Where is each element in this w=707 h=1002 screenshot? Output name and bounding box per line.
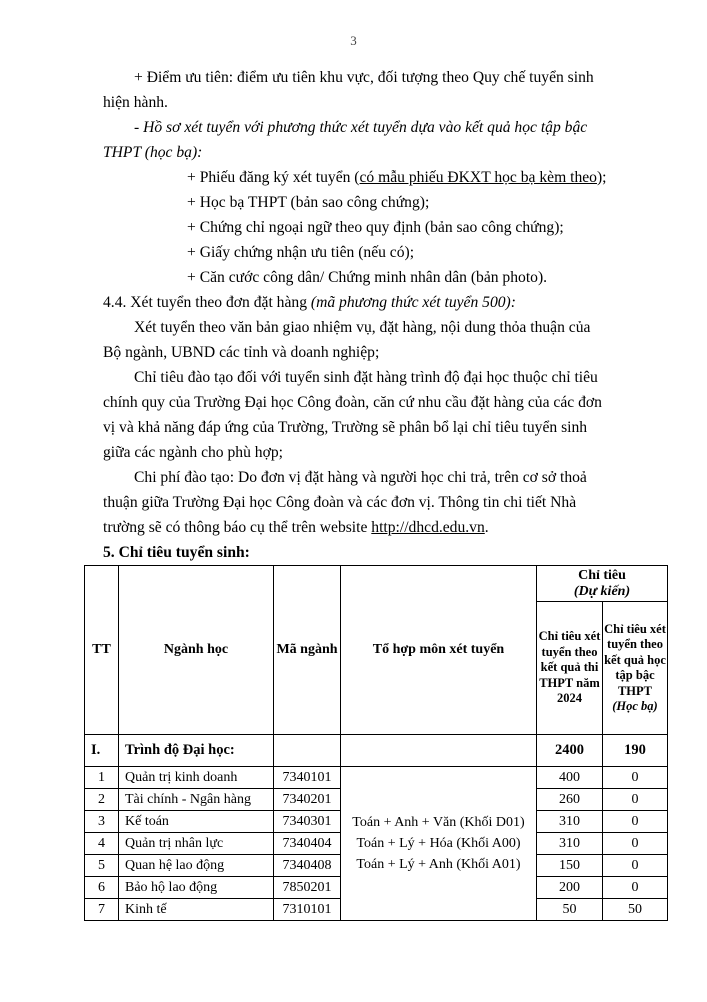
col-header-combo: Tổ hợp môn xét tuyển <box>341 566 537 735</box>
row-tt: 2 <box>85 789 119 811</box>
row-code: 7340404 <box>274 833 341 855</box>
admission-quota-table <box>84 565 668 921</box>
text-line: giữa các ngành cho phù hợp; <box>103 444 283 461</box>
row-code: 7340201 <box>274 789 341 811</box>
text-line <box>103 518 489 538</box>
text-span: + Phiếu đăng ký xét tuyển ( <box>187 169 360 186</box>
table-row <box>85 767 668 789</box>
empty-cell <box>341 735 537 767</box>
empty-cell <box>274 735 341 767</box>
col-header-quota <box>537 566 668 602</box>
level-row <box>85 735 668 767</box>
row-major: Bảo hộ lao động <box>119 877 274 899</box>
text-line: + Căn cước công dân/ Chứng minh nhân dân (bản photo). <box>187 269 548 286</box>
row-tt: 6 <box>85 877 119 899</box>
row-code: 7310101 <box>274 899 341 921</box>
text-line: Chi phí đào tạo: Do đơn vị đặt hàng và người học chi trả, trên cơ sở thoả <box>134 469 587 486</box>
text-line: Chỉ tiêu đào tạo đối với tuyển sinh đặt hàng trình độ đại học thuộc chỉ tiêu <box>134 369 598 386</box>
thpt-label: Chỉ tiêu xét tuyển theo kết quả thi THPT năm 2024 <box>538 629 601 706</box>
method-code: (mã phương thức xét tuyển 500): <box>310 294 516 311</box>
text-line: + Điểm ưu tiên: điểm ưu tiên khu vực, đối tượng theo Quy chế tuyển sinh <box>134 69 594 86</box>
text-line: chính quy của Trường Đại học Công đoàn, căn cứ nhu cầu đặt hàng của các đơn <box>103 394 602 411</box>
row-thpt: 150 <box>537 855 603 877</box>
row-hocba: 50 <box>603 899 668 921</box>
row-tt: 4 <box>85 833 119 855</box>
section-heading <box>103 293 516 313</box>
text-line: hiện hành. <box>103 94 168 111</box>
col-header-code: Mã ngành <box>274 566 341 735</box>
text-line: thuận giữa Trường Đại học Công đoàn và các đơn vị. Thông tin chi tiết Nhà <box>103 494 577 511</box>
row-major: Quan hệ lao động <box>119 855 274 877</box>
text-span: . <box>484 519 489 536</box>
row-major: Kế toán <box>119 811 274 833</box>
page-number: 3 <box>350 33 357 48</box>
text-line: Xét tuyển theo văn bản giao nhiệm vụ, đặt hàng, nội dung thỏa thuận của <box>134 319 591 336</box>
row-thpt: 400 <box>537 767 603 789</box>
text-line: vị và khả năng đáp ứng của Trường, Trường sẽ phân bổ lại chỉ tiêu tuyển sinh <box>103 419 588 436</box>
level-thpt: 2400 <box>537 735 603 767</box>
col-header-tt: TT <box>85 566 119 735</box>
level-tt: I. <box>85 735 119 767</box>
quota-label: Chỉ tiêu <box>578 567 626 583</box>
text-line: + Giấy chứng nhận ưu tiên (nếu có); <box>187 244 415 261</box>
level-hocba: 190 <box>603 735 668 767</box>
col-header-thpt <box>537 602 603 735</box>
row-hocba: 0 <box>603 767 668 789</box>
hocba-label: Chỉ tiêu xét tuyển theo kết quả học tập bậc THPT <box>604 621 666 698</box>
row-major: Quản trị kinh doanh <box>119 767 274 789</box>
row-tt: 1 <box>85 767 119 789</box>
row-major: Quản trị nhân lực <box>119 833 274 855</box>
hocba-sub-label: (Học bạ) <box>612 699 658 713</box>
text-line: THPT (học bạ): <box>103 144 203 161</box>
row-major: Kinh tế <box>119 899 274 921</box>
text-line: - Hồ sơ xét tuyển với phương thức xét tuyển dựa vào kết quả học tập bậc <box>134 119 588 136</box>
row-code: 7340408 <box>274 855 341 877</box>
quota-sub-label: (Dự kiến) <box>573 583 631 599</box>
row-hocba: 0 <box>603 811 668 833</box>
combo-line: Toán + Anh + Văn (Khối D01) <box>352 815 525 830</box>
combo-line: Toán + Lý + Anh (Khối A01) <box>356 857 521 872</box>
text-span: 4.4. Xét tuyển theo đơn đặt hàng <box>103 294 311 311</box>
website-link[interactable]: http://dhcd.edu.vn <box>371 519 485 536</box>
row-code: 7340101 <box>274 767 341 789</box>
row-code: 7850201 <box>274 877 341 899</box>
col-header-hocba <box>603 602 668 735</box>
section-heading: 5. Chỉ tiêu tuyển sinh: <box>103 544 250 561</box>
text-line: + Chứng chỉ ngoại ngữ theo quy định (bản sao công chứng); <box>187 219 564 236</box>
level-name: Trình độ Đại học: <box>119 735 274 767</box>
row-hocba: 0 <box>603 855 668 877</box>
row-thpt: 260 <box>537 789 603 811</box>
row-thpt: 310 <box>537 811 603 833</box>
combo-cell <box>341 767 537 921</box>
row-hocba: 0 <box>603 877 668 899</box>
form-note: có mẫu phiếu ĐKXT học bạ kèm theo <box>359 169 597 186</box>
text-line: Bộ ngành, UBND các tỉnh và doanh nghiệp; <box>103 344 380 361</box>
row-hocba: 0 <box>603 789 668 811</box>
text-span: trường sẽ có thông báo cụ thể trên website <box>103 519 372 536</box>
row-thpt: 200 <box>537 877 603 899</box>
text-line <box>187 168 607 188</box>
row-tt: 3 <box>85 811 119 833</box>
row-thpt: 50 <box>537 899 603 921</box>
row-code: 7340301 <box>274 811 341 833</box>
row-tt: 7 <box>85 899 119 921</box>
table-header-row <box>85 566 668 602</box>
text-span: ); <box>596 169 607 186</box>
combo-line: Toán + Lý + Hóa (Khối A00) <box>356 836 521 851</box>
row-major: Tài chính - Ngân hàng <box>119 789 274 811</box>
text-line: + Học bạ THPT (bản sao công chứng); <box>187 194 430 211</box>
row-hocba: 0 <box>603 833 668 855</box>
row-tt: 5 <box>85 855 119 877</box>
col-header-major: Ngành học <box>119 566 274 735</box>
row-thpt: 310 <box>537 833 603 855</box>
